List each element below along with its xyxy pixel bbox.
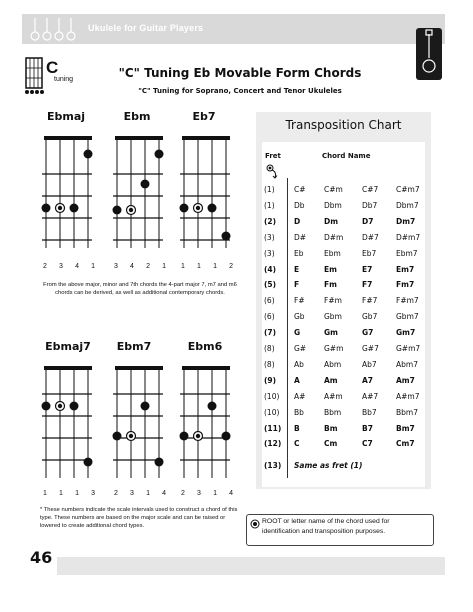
finger-number: 4	[130, 263, 134, 270]
chord-cell: Db7	[362, 200, 378, 210]
finger-number: 1	[213, 490, 217, 497]
chord-cell: Cm	[324, 439, 338, 449]
chord-diagram-ebmaj7	[40, 362, 96, 482]
tuning-word: tuning	[54, 76, 74, 83]
fret-number: (10)	[264, 391, 280, 401]
chord-name-ebm7: Ebm7	[116, 340, 152, 353]
fret-number: (9)	[264, 375, 277, 385]
chord-cell: D	[294, 216, 301, 226]
chord-cell: Bbm7	[396, 407, 418, 417]
finger-number: 2	[229, 263, 233, 270]
chord-diagram-eb7	[178, 132, 234, 252]
chord-cell: Bb	[294, 407, 304, 417]
chord-cell: Fm7	[396, 280, 415, 290]
chord-cell: D#m	[324, 232, 344, 242]
chord-cell: Ab	[294, 359, 304, 369]
side-tab-ukulele-icon	[416, 28, 442, 80]
fret-number: (3)	[264, 248, 275, 258]
chord-diagram-ebm6	[178, 362, 234, 482]
chord-cell: C#	[294, 185, 306, 194]
finger-number: 1	[43, 490, 47, 497]
fingering-eb7	[181, 263, 233, 270]
chord-cell: G#m	[324, 344, 344, 353]
transposition-row	[262, 373, 425, 389]
chord-cell: A#	[294, 391, 306, 401]
fret-number: (3)	[264, 232, 275, 242]
transposition-row	[262, 262, 425, 278]
chord-name-ebmaj7: Ebmaj7	[45, 340, 91, 353]
finger-number: 1	[91, 263, 95, 270]
transposition-row	[262, 246, 425, 262]
chord-cell: A	[294, 375, 300, 385]
chord-cell: Gb	[294, 312, 305, 322]
fret-number: (4)	[264, 264, 277, 274]
root-note-text: ROOT or letter name of the chord used for identification and transposition purposes.	[262, 518, 390, 535]
page-title: "C" Tuning Eb Movable Form Chords	[118, 66, 362, 80]
finger-number: 1	[162, 263, 166, 270]
fret-number: (5)	[264, 280, 277, 290]
fingering-ebm7	[114, 490, 166, 497]
transposition-row	[262, 309, 425, 325]
chord-cell: C7	[362, 439, 373, 449]
chord-cell: Eb	[294, 248, 304, 258]
finger-number: 1	[181, 263, 185, 270]
chord-cell: Gbm7	[396, 312, 419, 322]
chord-cell: Db	[294, 200, 305, 210]
chord-name-ebm6: Ebm6	[187, 340, 223, 353]
fret-number: (12)	[264, 439, 282, 449]
fingering-ebm	[114, 263, 166, 270]
chord-cell: Em	[324, 264, 337, 274]
transposition-row	[262, 389, 425, 405]
finger-number: 3	[114, 263, 118, 270]
chord-cell: C#m7	[396, 185, 420, 194]
transposition-row	[262, 293, 425, 309]
chord-diagram-ebm	[111, 132, 167, 252]
chord-cell: Dm	[324, 216, 339, 226]
chord-cell: F#	[294, 296, 305, 306]
chord-cell: Gb7	[362, 312, 378, 322]
page-number: 46	[30, 548, 53, 567]
chord-cell: Abm	[324, 359, 342, 369]
finger-number: 2	[114, 490, 118, 497]
fret-number: (8)	[264, 344, 275, 353]
page-subtitle: "C" Tuning for Soprano, Concert and Tenor Ukuleles	[138, 87, 342, 95]
chord-cell: B7	[362, 423, 373, 433]
finger-number: 4	[229, 490, 233, 497]
finger-number: 1	[197, 263, 201, 270]
transposition-row	[262, 325, 425, 341]
root-arrow-icon	[266, 164, 280, 180]
fret-number: (11)	[264, 423, 282, 433]
fret-number: (13)	[264, 461, 282, 470]
transposition-row	[262, 357, 425, 373]
transposition-row	[262, 405, 425, 421]
side-tab	[416, 28, 442, 80]
chord-cell: G	[294, 328, 301, 338]
chord-cell: Am7	[396, 375, 415, 385]
same-as-note: Same as fret (1)	[294, 461, 363, 470]
chord-cell: F#m	[324, 296, 342, 306]
chord-cell: G7	[362, 328, 374, 338]
chord-cell: B	[294, 423, 300, 433]
fret-number: (2)	[264, 216, 277, 226]
finger-number: 3	[130, 490, 134, 497]
chord-cell: Cm7	[396, 439, 415, 449]
transposition-last-row	[262, 458, 425, 474]
fret-column-header: Fret	[265, 152, 281, 160]
chord-cell: Dm7	[396, 216, 416, 226]
chord-cell: Ebm7	[396, 248, 418, 258]
finger-number: 3	[91, 490, 95, 497]
fingering-ebmaj	[43, 263, 95, 270]
transposition-row	[262, 436, 425, 452]
root-marker-icon	[250, 519, 260, 529]
transposition-row	[262, 182, 425, 198]
chord-cell: Abm7	[396, 359, 418, 369]
scale-interval-footnote: * These numbers indicate the scale intervals used to construct a chord of this type. These numbers are based on the major scale and can be raised or lowered to create additional chord types.	[40, 507, 238, 529]
finger-number: 3	[59, 263, 63, 270]
fingering-ebm6	[181, 490, 233, 497]
chord-diagram-ebm7	[111, 362, 167, 482]
chord-cell: Bm7	[396, 423, 415, 433]
tuning-diagram-icon	[24, 56, 44, 96]
chord-cell: Am	[324, 375, 338, 385]
finger-number: 4	[162, 490, 166, 497]
chord-cell: G#7	[362, 344, 379, 353]
transposition-row	[262, 341, 425, 357]
chord-cell: G#m7	[396, 344, 421, 353]
chord-cell: Dbm7	[396, 200, 419, 210]
chord-name-eb7: Eb7	[192, 110, 216, 123]
chord-cell: Bbm	[324, 407, 342, 417]
chord-cell: Bm	[324, 423, 338, 433]
chords-derived-note: From the above major, minor and 7th chords the 4-part major 7, m7 and m6 chords can be derived, as well as additional contemporary chords.	[43, 282, 237, 296]
chord-cell: A#m	[324, 391, 343, 401]
header-bar	[22, 14, 445, 44]
fingering-ebmaj7	[43, 490, 95, 497]
finger-number: 2	[43, 263, 47, 270]
fret-number: (7)	[264, 328, 277, 338]
chord-cell: F#m7	[396, 296, 419, 306]
finger-number: 1	[59, 490, 63, 497]
ukulele-icons	[28, 16, 84, 44]
fret-number: (6)	[264, 312, 275, 322]
finger-number: 2	[181, 490, 185, 497]
finger-number: 1	[75, 490, 79, 497]
fret-number: (8)	[264, 359, 275, 369]
transposition-row	[262, 214, 425, 230]
chord-cell: Gbm	[324, 312, 342, 322]
chord-cell: Bb7	[362, 407, 377, 417]
chord-cell: C#m	[324, 185, 343, 194]
chord-cell: D#m7	[396, 232, 421, 242]
finger-number: 1	[146, 490, 150, 497]
tuning-letter: C	[46, 58, 59, 77]
chord-cell: Fm	[324, 280, 337, 290]
chord-diagram-ebmaj	[40, 132, 96, 252]
chord-cell: Em7	[396, 264, 415, 274]
chord-cell: G#	[294, 344, 307, 353]
chord-cell: E	[294, 264, 300, 274]
header-title: Ukulele for Guitar Players	[88, 23, 204, 33]
chord-cell: A#7	[362, 391, 379, 401]
finger-number: 1	[213, 263, 217, 270]
chord-cell: A7	[362, 375, 374, 385]
transposition-row	[262, 277, 425, 293]
chord-cell: F	[294, 280, 300, 290]
transposition-row	[262, 230, 425, 246]
finger-number: 4	[75, 263, 79, 270]
chord-cell: D#7	[362, 232, 379, 242]
finger-number: 3	[197, 490, 201, 497]
transposition-row	[262, 421, 425, 437]
chord-cell: A#m7	[396, 391, 420, 401]
bottom-bar	[57, 557, 445, 575]
chord-name-column-header: Chord Name	[322, 152, 371, 160]
chord-cell: F#7	[362, 296, 378, 306]
chord-cell: Gm7	[396, 328, 416, 338]
chord-cell: Eb7	[362, 248, 377, 258]
chord-cell: Dbm	[324, 200, 342, 210]
chord-cell: D#	[294, 232, 307, 242]
chord-cell: E7	[362, 264, 373, 274]
chord-cell: Ebm	[324, 248, 341, 258]
chord-cell: Ab7	[362, 359, 377, 369]
chord-cell: D7	[362, 216, 374, 226]
fret-number: (10)	[264, 407, 280, 417]
chord-cell: Gm	[324, 328, 338, 338]
chord-name-ebmaj: Ebmaj	[46, 110, 86, 123]
chord-cell: C	[294, 439, 300, 449]
fret-number: (1)	[264, 200, 275, 210]
chord-name-ebm: Ebm	[123, 110, 151, 123]
finger-number: 2	[146, 263, 150, 270]
transposition-title: Transposition Chart	[285, 118, 402, 132]
fret-number: (6)	[264, 296, 275, 306]
fret-number: (1)	[264, 185, 275, 194]
transposition-row	[262, 198, 425, 214]
chord-cell: F7	[362, 280, 373, 290]
chord-cell: C#7	[362, 185, 379, 194]
